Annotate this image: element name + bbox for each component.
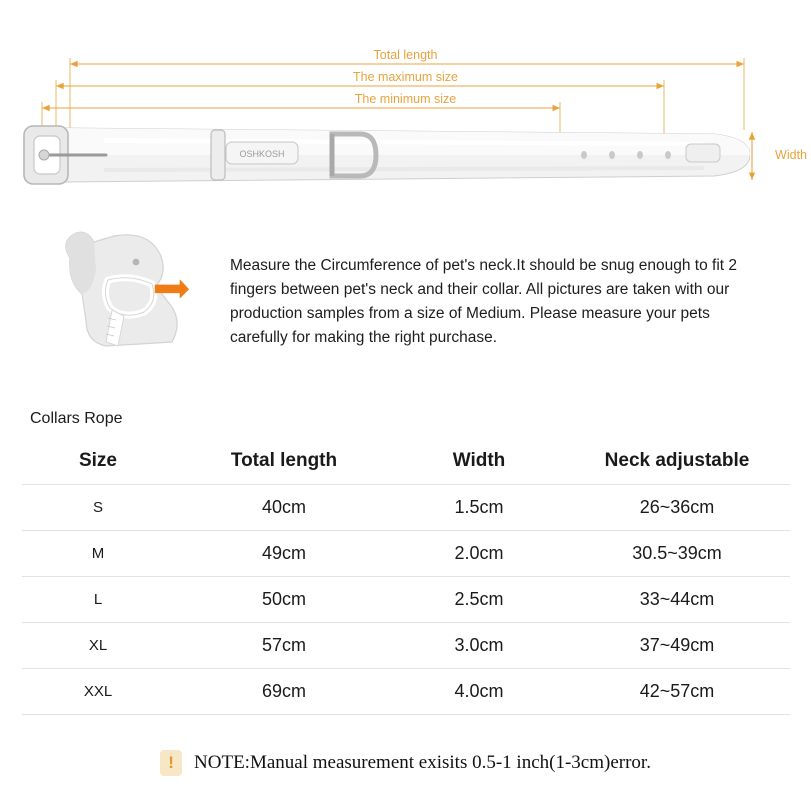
size-table-header bbox=[22, 440, 790, 485]
cell-size: S bbox=[22, 485, 174, 531]
cell-size: L bbox=[22, 577, 174, 623]
cell-total-length: 57cm bbox=[174, 623, 394, 669]
dog-illustration bbox=[52, 224, 202, 354]
warning-icon: ! bbox=[160, 750, 182, 776]
cell-width: 4.0cm bbox=[394, 669, 564, 715]
cell-width: 3.0cm bbox=[394, 623, 564, 669]
cell-width: 2.0cm bbox=[394, 531, 564, 577]
note-text: NOTE:Manual measurement exisits 0.5-1 inch(1-3cm)error. bbox=[194, 752, 651, 773]
table-header-row bbox=[22, 440, 790, 485]
total-length-label: Total length bbox=[373, 48, 438, 62]
width-dimension-label: Width bbox=[775, 148, 807, 162]
maximum-size-label: The maximum size bbox=[353, 70, 458, 84]
collar-diagram bbox=[0, 0, 811, 210]
table-row bbox=[22, 623, 790, 669]
cell-size: M bbox=[22, 531, 174, 577]
size-table bbox=[22, 440, 790, 715]
cell-neck: 30.5~39cm bbox=[564, 531, 790, 577]
table-row bbox=[22, 669, 790, 715]
table-row bbox=[22, 577, 790, 623]
header-total-length: Total length bbox=[174, 440, 394, 485]
cell-neck: 26~36cm bbox=[564, 485, 790, 531]
cell-total-length: 49cm bbox=[174, 531, 394, 577]
cell-neck: 33~44cm bbox=[564, 577, 790, 623]
minimum-size-label: The minimum size bbox=[354, 92, 457, 106]
cell-total-length: 40cm bbox=[174, 485, 394, 531]
collar-illustration bbox=[14, 124, 750, 186]
cell-size: XXL bbox=[22, 669, 174, 715]
size-table-body bbox=[22, 485, 790, 715]
cell-width: 2.5cm bbox=[394, 577, 564, 623]
cell-width: 1.5cm bbox=[394, 485, 564, 531]
table-title: Collars Rope bbox=[30, 410, 123, 427]
cell-neck: 37~49cm bbox=[564, 623, 790, 669]
svg-text:OSHKOSH: OSHKOSH bbox=[239, 149, 285, 159]
note-row bbox=[0, 750, 811, 776]
header-width: Width bbox=[394, 440, 564, 485]
measure-instructions-block bbox=[0, 210, 811, 385]
table-row bbox=[22, 485, 790, 531]
cell-total-length: 50cm bbox=[174, 577, 394, 623]
header-size: Size bbox=[22, 440, 174, 485]
cell-neck: 42~57cm bbox=[564, 669, 790, 715]
table-row bbox=[22, 531, 790, 577]
header-neck-adjustable: Neck adjustable bbox=[564, 440, 790, 485]
instruction-paragraph: Measure the Circumference of pet's neck.It should be snug enough to fit 2 fingers between pet's neck and their collar. All pictures are taken with our production samples from a size of Medium. Please measure your pets carefully for making the right purchase. bbox=[230, 256, 738, 346]
cell-total-length: 69cm bbox=[174, 669, 394, 715]
cell-size: XL bbox=[22, 623, 174, 669]
